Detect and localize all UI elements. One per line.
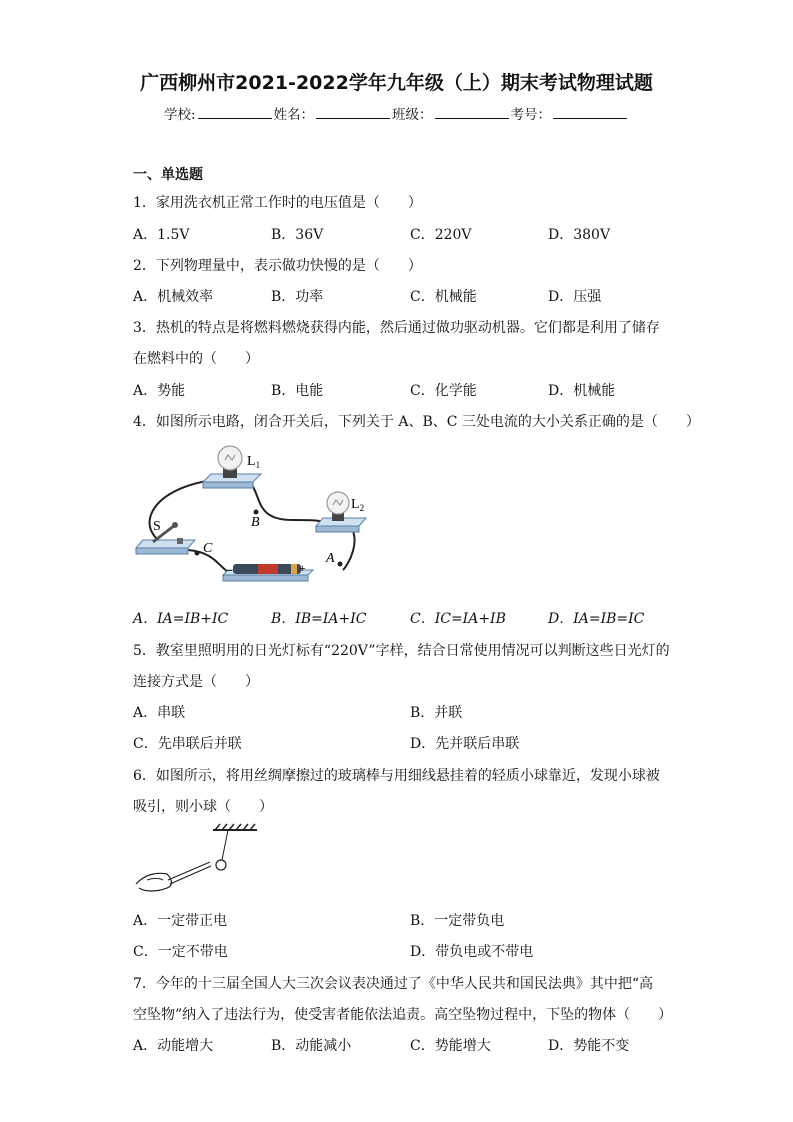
q6-option-c[interactable]: C．一定不带电 — [133, 944, 228, 960]
q2-option-c[interactable]: C．机械能 — [410, 289, 477, 305]
q3-option-a[interactable]: A．势能 — [133, 383, 186, 399]
question-7-stem-line2: 空坠物”纳入了违法行为，使受害者能依法追责。高空坠物过程中，下坠的物体（ ） — [133, 1007, 673, 1023]
question-6-stem-line2: 吸引，则小球（ ） — [133, 799, 273, 815]
q3-option-d[interactable]: D．机械能 — [548, 383, 616, 399]
q2-option-a[interactable]: A．机械效率 — [133, 289, 214, 305]
glass-rod-figure — [133, 822, 263, 897]
q6-option-b[interactable]: B．一定带负电 — [410, 913, 505, 929]
label-minus: − — [226, 565, 233, 577]
q3-option-c[interactable]: C．化学能 — [410, 383, 477, 399]
label-a: A — [326, 551, 335, 566]
q7-option-b[interactable]: B．动能减小 — [271, 1038, 352, 1054]
label-l1: $L_1$ — [247, 454, 261, 470]
number-blank[interactable] — [553, 104, 627, 119]
q7-option-d[interactable]: D．势能不变 — [548, 1038, 630, 1054]
page-title: 广西柳州市2021-2022学年九年级（上）期末考试物理试题 — [140, 72, 653, 94]
label-s: S — [153, 519, 161, 534]
name-blank[interactable] — [316, 104, 390, 119]
q3-option-b[interactable]: B．电能 — [271, 383, 324, 399]
question-7-stem-line1: 7．今年的十三届全国人大三次会议表决通过了《中华人民共和国民法典》其中把“高 — [133, 976, 654, 992]
question-5-stem-line1: 5．教室里照明用的日光灯标有“220V”字样，结合日常使用情况可以判断这些日光灯的 — [133, 643, 670, 659]
q7-option-c[interactable]: C．势能增大 — [410, 1038, 491, 1054]
q2-option-d[interactable]: D．压强 — [548, 289, 602, 305]
q6-option-d[interactable]: D．带负电或不带电 — [410, 944, 534, 960]
label-plus: + — [299, 563, 306, 575]
q6-option-a[interactable]: A．一定带正电 — [133, 913, 228, 929]
question-3-stem-line2: 在燃料中的（ ） — [133, 351, 259, 367]
circuit-diagram — [133, 440, 373, 595]
question-2-stem: 2．下列物理量中，表示做功快慢的是（ ） — [133, 258, 422, 274]
q2-option-b[interactable]: B．功率 — [271, 289, 324, 305]
q4-option-a[interactable]: A．IA=IB+IC — [133, 611, 229, 627]
q5-option-a[interactable]: A．串联 — [133, 705, 186, 721]
class-label: 班级： — [392, 107, 433, 123]
class-blank[interactable] — [435, 104, 509, 119]
q1-option-b[interactable]: B．36V — [271, 227, 324, 243]
question-3-stem-line1: 3．热机的特点是将燃料燃烧获得内能，然后通过做功驱动机器。它们都是利用了储存 — [133, 320, 660, 336]
q5-option-b[interactable]: B．并联 — [410, 705, 463, 721]
q4-option-c[interactable]: C．IC=IA+IB — [410, 611, 506, 627]
question-1-stem: 1．家用洗衣机正常工作时的电压值是（ ） — [133, 195, 422, 211]
q1-option-c[interactable]: C．220V — [410, 227, 472, 243]
question-4-stem: 4．如图所示电路，闭合开关后，下列关于 A、B、C 三处电流的大小关系正确的是（ ） — [133, 414, 700, 430]
q1-option-d[interactable]: D．380V — [548, 227, 611, 243]
label-b: B — [251, 515, 260, 530]
student-info-line — [0, 103, 793, 123]
label-l2: $L_2$ — [351, 497, 365, 513]
q4-option-b[interactable]: B．IB=IA+IC — [271, 611, 367, 627]
q5-option-d[interactable]: D．先并联后串联 — [410, 736, 520, 752]
school-label: 学校: — [163, 107, 196, 123]
q7-option-a[interactable]: A．动能增大 — [133, 1038, 214, 1054]
name-label: 姓名： — [273, 107, 315, 123]
q4-option-d[interactable]: D．IA=IB=IC — [548, 611, 645, 627]
label-c: C — [203, 541, 213, 556]
number-label: 考号： — [510, 107, 552, 123]
question-5-stem-line2: 连接方式是（ ） — [133, 674, 259, 690]
q5-option-c[interactable]: C．先串联后并联 — [133, 736, 242, 752]
school-blank[interactable] — [198, 104, 272, 119]
q1-option-a[interactable]: A．1.5V — [133, 227, 190, 243]
question-6-stem-line1: 6．如图所示，将用丝绸摩擦过的玻璃棒与用细线悬挂着的轻质小球靠近，发现小球被 — [133, 768, 660, 784]
section-heading: 一、单选题 — [133, 167, 203, 183]
